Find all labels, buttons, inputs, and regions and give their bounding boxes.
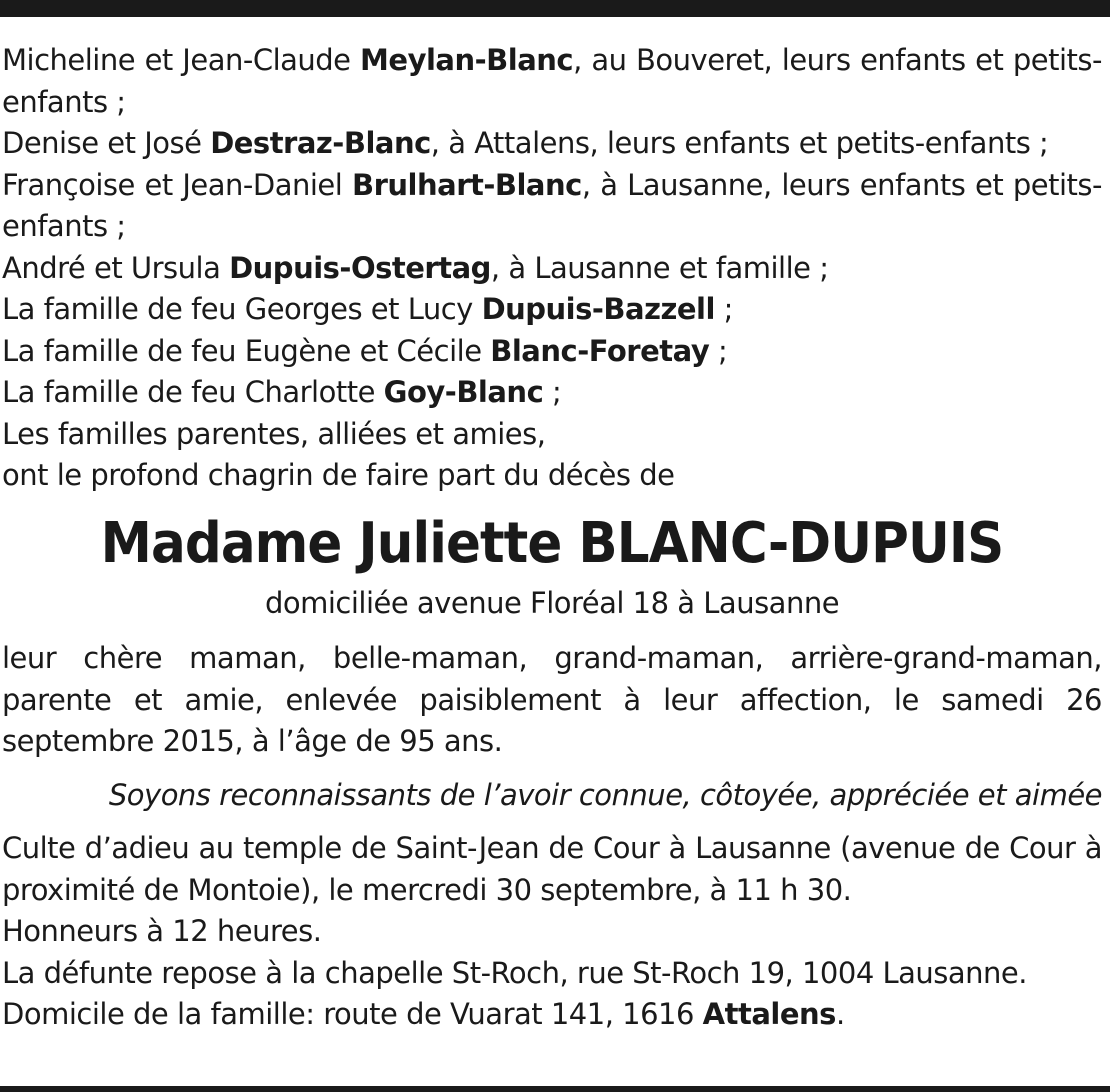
- family-surname: Brulhart-Blanc: [351, 167, 582, 202]
- family-line: [2, 372, 1102, 414]
- domicile-place: Attalens: [702, 997, 836, 1031]
- family-line: [2, 289, 1102, 331]
- family-line: [2, 331, 1102, 373]
- service-paragraph: Culte d’adieu au temple de Saint-Jean de Cour à Lausanne (avenue de Cour à proximité de Montoie), le mercredi 30 septembre, à 11 h 30.: [2, 831, 1102, 907]
- spacer: [2, 816, 1102, 828]
- family-text: La famille de feu Georges et Lucy: [2, 292, 482, 326]
- family-list: [2, 40, 1102, 497]
- family-line: [2, 165, 1102, 248]
- deceased-name: Madame Juliette BLANC-DUPUIS: [100, 510, 1004, 576]
- relatives-line: Les familles parentes, alliées et amies,: [2, 416, 546, 451]
- family-text: , à Lausanne, leurs enfants et petits-enfants ;: [2, 167, 1103, 243]
- memorial-quote: Soyons reconnaissants de l’avoir connue, côtoyée, appréciée et aimée: [108, 777, 1102, 812]
- family-text: La famille de feu Charlotte: [2, 375, 384, 409]
- domicile-text: .: [835, 997, 845, 1031]
- bottom-rule: [0, 1086, 1110, 1092]
- announce-line: ont le profond chagrin de faire part du décès de: [2, 458, 675, 492]
- honours-line: Honneurs à 12 heures.: [2, 914, 322, 948]
- description-paragraph: leur chère maman, belle-maman, grand-maman, arrière-grand-maman, parente et amie, enlevée paisiblement à leur affection, le samedi 26 septembre 2015, à l’âge de 95 ans.: [2, 641, 1102, 758]
- family-surname: Goy-Blanc: [383, 375, 544, 409]
- family-line: [2, 123, 1102, 165]
- family-line: [2, 248, 1102, 290]
- family-text: Micheline et Jean-Claude: [2, 43, 361, 77]
- family-text: , au Bouveret, leurs enfants et petits-enfants ;: [2, 43, 1102, 119]
- family-text: ;: [709, 333, 728, 368]
- repose-line: La défunte repose à la chapelle St-Roch, rue St-Roch 19, 1004 Lausanne.: [2, 955, 1027, 990]
- domicile-line: [2, 994, 1102, 1036]
- family-surname: Dupuis-Bazzell: [481, 292, 715, 326]
- family-surname: Blanc-Foretay: [490, 333, 710, 368]
- spacer: [2, 763, 1102, 775]
- family-text: Françoise et Jean-Daniel: [2, 167, 352, 202]
- obituary-notice: [2, 40, 1102, 1036]
- family-surname: Destraz-Blanc: [210, 126, 431, 160]
- family-text: , à Attalens, leurs enfants et petits-enfants ;: [430, 126, 1049, 160]
- family-line: [2, 40, 1102, 123]
- family-surname: Dupuis-Ostertag: [229, 250, 491, 285]
- family-text: , à Lausanne et famille ;: [490, 250, 829, 285]
- top-rule: [0, 0, 1110, 17]
- family-text: ;: [714, 292, 733, 326]
- family-text: Denise et José: [2, 126, 211, 160]
- family-text: André et Ursula: [2, 250, 230, 285]
- family-surname: Meylan-Blanc: [360, 43, 574, 77]
- family-text: ;: [543, 375, 562, 409]
- family-text: La famille de feu Eugène et Cécile: [2, 333, 491, 368]
- domicile-text: Domicile de la famille: route de Vuarat 141, 1616: [2, 997, 703, 1031]
- deceased-address: domiciliée avenue Floréal 18 à Lausanne: [264, 585, 840, 620]
